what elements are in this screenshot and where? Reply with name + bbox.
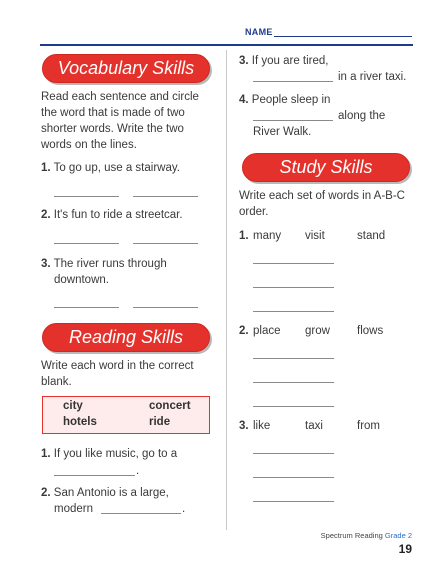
item-text-cont: . [182, 503, 186, 515]
item-text: The river runs through [53, 258, 167, 270]
item-text: People sleep in [251, 94, 331, 106]
reading-skills-heading: Reading Skills [42, 323, 210, 352]
instruction-line: the word that is made of two [41, 107, 185, 119]
item-number: 1. [41, 162, 51, 174]
answer-blank[interactable] [253, 501, 334, 502]
vocab-item-2 [41, 207, 183, 223]
word-box-word: hotels [63, 416, 97, 428]
grade-label: Grade 2 [384, 531, 412, 540]
instruction-line: Write each word in the correct [41, 360, 194, 372]
instruction-line: blank. [41, 376, 72, 388]
study-set-1-number [239, 228, 249, 244]
item-text-cont: River Walk. [253, 126, 312, 138]
vocab-item-1 [41, 160, 180, 176]
vocabulary-instructions [41, 89, 226, 153]
study-word: place [253, 325, 281, 337]
study-word: grow [305, 325, 330, 337]
reading-instructions [41, 358, 226, 390]
vocab-item-3 [41, 256, 167, 272]
item-number: 3. [41, 258, 51, 270]
item-text-cont: modern [54, 503, 93, 515]
answer-blank[interactable] [54, 475, 135, 476]
footer-credit [321, 531, 412, 540]
item-text: If you are tired, [251, 55, 329, 67]
study-word: like [253, 420, 271, 432]
study-set-3-number [239, 418, 249, 434]
header-rule [40, 44, 413, 46]
study-word: stand [357, 230, 386, 242]
publisher-name: Spectrum Reading [320, 531, 383, 540]
word-box-word: concert [149, 400, 191, 412]
item-number: 2. [41, 209, 51, 221]
item-number: 3. [239, 420, 249, 432]
item-text: It's fun to ride a streetcar. [53, 209, 183, 221]
instruction-line: Write each set of words in A-B-C [239, 190, 405, 202]
item-number: 1. [41, 448, 51, 460]
answer-blank[interactable] [133, 243, 198, 244]
name-label: NAME [245, 27, 273, 37]
answer-blank[interactable] [133, 307, 198, 308]
study-instructions [239, 188, 424, 220]
answer-blank[interactable] [253, 311, 334, 312]
answer-blank[interactable] [253, 406, 334, 407]
study-word: taxi [305, 420, 323, 432]
answer-blank[interactable] [253, 287, 334, 288]
instruction-line: words on the lines. [41, 139, 137, 151]
instruction-line: order. [239, 206, 269, 218]
word-box-word: ride [149, 416, 171, 428]
column-divider [226, 50, 227, 530]
reading-item-1 [41, 446, 177, 462]
reading-item-3 [239, 53, 329, 69]
answer-blank[interactable] [253, 358, 334, 359]
item-number: 2. [239, 325, 249, 337]
answer-blank[interactable] [253, 477, 334, 478]
answer-blank[interactable] [253, 453, 334, 454]
item-number: 2. [41, 487, 51, 499]
word-box [42, 396, 210, 434]
item-number: 4. [239, 94, 249, 106]
instruction-line: shorter words. Write the two [41, 123, 184, 135]
item-number: 3. [239, 55, 249, 67]
item-text-cont: . [136, 465, 140, 477]
item-text: San Antonio is a large, [53, 487, 169, 499]
answer-blank[interactable] [54, 243, 119, 244]
item-text-cont: along the [338, 110, 386, 122]
name-line[interactable] [274, 36, 412, 37]
study-word: flows [357, 325, 384, 337]
answer-blank[interactable] [101, 513, 181, 514]
word-box-word: city [63, 400, 83, 412]
answer-blank[interactable] [253, 81, 333, 82]
item-number: 1. [239, 230, 249, 242]
item-text-cont: in a river taxi. [338, 71, 407, 83]
answer-blank[interactable] [253, 382, 334, 383]
answer-blank[interactable] [253, 263, 334, 264]
page-number: 19 [398, 542, 412, 556]
reading-item-2 [41, 485, 169, 501]
vocabulary-skills-heading: Vocabulary Skills [42, 54, 210, 83]
answer-blank[interactable] [133, 196, 198, 197]
study-word: from [357, 420, 380, 432]
answer-blank[interactable] [54, 307, 119, 308]
study-set-2-number [239, 323, 249, 339]
item-text: If you like music, go to a [53, 448, 178, 460]
study-skills-heading: Study Skills [242, 153, 410, 182]
answer-blank[interactable] [54, 196, 119, 197]
item-text: To go up, use a stairway. [53, 162, 180, 174]
instruction-line: Read each sentence and circle [41, 91, 199, 103]
answer-blank[interactable] [253, 120, 333, 121]
study-word: many [253, 230, 282, 242]
item-text-cont: downtown. [54, 274, 109, 286]
study-word: visit [305, 230, 325, 242]
reading-item-4 [239, 92, 330, 108]
